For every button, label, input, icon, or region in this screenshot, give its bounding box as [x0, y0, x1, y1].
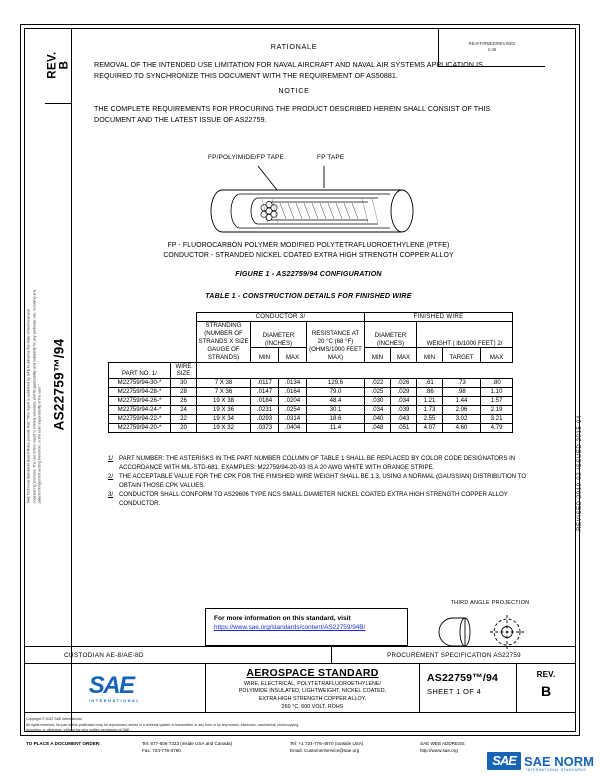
sheet-number: SHEET 1 OF 4	[427, 687, 482, 696]
contact-row-2	[26, 748, 546, 755]
side-issued-text: REVISED 2019-02 ISSUED 2015-04	[577, 415, 583, 531]
table-caption: TABLE 1 - CONSTRUCTION DETAILS FOR FINISHED WIRE	[205, 292, 412, 300]
table-header-wire-size: WIRE SIZE	[171, 362, 197, 379]
figure-legend-line-2: CONDUCTOR - STRANDED NICKEL COATED EXTRA HIGH STRENGTH COPPER ALLOY	[163, 252, 454, 259]
construction-details-table-wrap	[108, 312, 512, 433]
table-cell-fin-dia-max: .029	[391, 388, 417, 397]
table-cell-wire-size: 20	[171, 424, 197, 433]
issue-stamp-line-1: REAFFIRMED/REVISED	[468, 40, 516, 46]
footnote-text: PART NUMBER: THE ASTERISKS IN THE PART NUMBER COLUMN OF TABLE 1 SHALL BE REPLACED BY COLOR CODE DESIGNATORS IN ACCORDANCE WITH MIL-STD-681. EXAMPLES: M22759/94-20-93 IS A 20 AWG WHITE WITH ORANGE STRIPE.	[119, 455, 516, 471]
table-cell-cond-dia-min: .0147	[251, 388, 279, 397]
custodian-field: CUSTODIAN AE-8/AE-8D	[24, 647, 332, 663]
table-row	[109, 397, 513, 406]
standard-description-line-1: WIRE, ELECTRICAL, POLYTETRAFLUOROETHYLENE/	[243, 680, 382, 687]
table-header-wt-max: MAX	[481, 348, 513, 362]
revision-tab-line-2: B	[58, 61, 71, 70]
footnote	[108, 491, 528, 509]
standard-type-label: AEROSPACE STANDARD	[246, 667, 379, 679]
document-id-tab	[45, 104, 72, 664]
table-header-wt-min: MIN	[417, 348, 443, 362]
table-cell-wt-max: 2.19	[481, 406, 513, 415]
standard-description-line-4: 260 °C, 600 VOLT, ROHS	[281, 703, 344, 710]
table-group-conductor: CONDUCTOR 3/	[197, 313, 365, 322]
table-cell-wire-size: 26	[171, 397, 197, 406]
sae-web-address-value[interactable]: http://www.sae.org	[420, 747, 458, 753]
footnote	[108, 473, 528, 491]
table-cell-wt-min: 1.73	[417, 406, 443, 415]
table-body	[109, 379, 513, 433]
copyright-line-2: All rights reserved. No part of this publication may be reproduced, stored in a retrieval system or transmitted, in any form or by any means, electronic, mechanical, photocopying,	[26, 722, 300, 727]
table-cell-cond-dia-max: .0204	[279, 397, 307, 406]
table-cell-resistance: 30.1	[307, 406, 365, 415]
table-row	[109, 415, 513, 424]
table-header-stranding: STRANDING (NUMBER OF STRANDS X SIZE GAUGE OF STRANDS)	[198, 321, 249, 361]
rationale-heading-wrap	[94, 42, 497, 52]
document-number: AS22759™/94	[427, 672, 499, 684]
construction-details-table	[108, 312, 513, 433]
table-cell-wt-min: 2.55	[417, 415, 443, 424]
footnote-text: THE ACCEPTABLE VALUE FOR THE CPK FOR THE FINISHED WIRE WEIGHT SHALL BE 1.3, USING A NORMAL (GAUSSIAN) DISTRIBUTION TO OBTAIN THOSE CPK VALUES.	[119, 473, 527, 489]
table-cell-cond-dia-min: .0117	[251, 379, 279, 388]
table-cell-cond-dia-max: .0254	[279, 406, 307, 415]
table-cell-wt-target: 2.06	[443, 406, 481, 415]
table-header-resistance: RESISTANCE AT 20 °C (68 °F) (OHMS/1000 FEET MAX)	[307, 321, 365, 362]
table-cell-cond-dia-min: .0373	[251, 424, 279, 433]
table-cell-part-no: M22759/94-28-*	[109, 388, 171, 397]
side-legal-line-2: engineering sciences. The use of this report is entirely voluntary, and its applicability and suitability for any particular use, including any	[32, 289, 37, 504]
table-cell-fin-dia-max: .039	[391, 406, 417, 415]
copyright-line-1: Copyright © 2022 SAE International	[26, 717, 82, 721]
revision-tab-line-1: REV.	[46, 51, 59, 80]
table-cell-wt-max: 4.79	[481, 424, 513, 433]
table-cell-resistance: 11.4	[307, 424, 365, 433]
figure-caption: FIGURE 1 - AS22759/94 CONFIGURATION	[235, 270, 382, 278]
table-group-finished-wire: FINISHED WIRE	[365, 313, 513, 322]
table-cell-wire-size: 28	[171, 388, 197, 397]
content-area	[72, 28, 545, 732]
revision-tab	[45, 28, 72, 104]
table-cell-cond-dia-min: .0231	[251, 406, 279, 415]
watermark-text: SAE NORM	[523, 753, 594, 769]
table-cell-fin-dia-max: .051	[391, 424, 417, 433]
table-cell-wt-max: 1.57	[481, 397, 513, 406]
notice-body: THE COMPLETE REQUIREMENTS FOR PROCURING THE PRODUCT DESCRIBED HEREIN SHALL CONSIST OF THIS DOCUMENT AND THE LATEST ISSUE OF AS22759.	[94, 105, 491, 124]
revision-value: B	[540, 683, 552, 699]
table-cell-stranding: 19 X 32	[197, 424, 251, 433]
tel-usa: Tel: 877-606-7323 (inside USA and Canada)	[142, 741, 233, 746]
figure-legend-line-1: FP - FLUOROCARBON POLYMER MODIFIED POLYTETRAFLUOROETHYLENE (PTFE)	[167, 242, 450, 249]
figure-callout-right: FP TAPE	[317, 154, 345, 161]
rationale-body-wrap	[94, 60, 519, 82]
table-cell-wt-target: 1.44	[443, 397, 481, 406]
table-header-weight: WEIGHT ( lb/1000 FEET) 2/	[417, 321, 513, 348]
figure-callout-left: FP/POLYIMIDE/FP TAPE	[208, 154, 284, 161]
table-cell-wt-min: 1.21	[417, 397, 443, 406]
table-cell-wt-target: .98	[443, 388, 481, 397]
table-header-finished-diameter: DIAMETER (INCHES)	[365, 321, 417, 348]
third-angle-projection	[435, 600, 545, 652]
table-cell-fin-dia-min: .025	[365, 388, 391, 397]
table-row	[109, 424, 513, 433]
table-cell-resistance: 129.6	[307, 379, 365, 388]
table-cell-part-no: M22759/94-20-*	[109, 424, 171, 433]
footnote-number: 2/	[108, 473, 114, 481]
watermark-badge: SAE	[487, 752, 521, 770]
table-header-fin-dia-min: MIN	[365, 348, 391, 362]
table-cell-wire-size: 24	[171, 406, 197, 415]
revision-label: REV.	[536, 670, 556, 679]
table-cell-fin-dia-min: .048	[365, 424, 391, 433]
table-label-row	[109, 362, 513, 379]
table-cell-cond-dia-min: .0184	[251, 397, 279, 406]
table-cell-wt-max: 3.21	[481, 415, 513, 424]
sae-norm-watermark	[487, 752, 594, 770]
sae-web-address-label: SAE WEB ADDRESS:	[420, 741, 466, 746]
table-header-conductor-diameter: DIAMETER (INCHES)	[251, 321, 307, 348]
table-cell-fin-dia-max: .034	[391, 397, 417, 406]
table-cell-fin-dia-min: .034	[365, 406, 391, 415]
table-row	[109, 406, 513, 415]
side-legal-text	[27, 173, 44, 503]
side-legal-line-3: patent infringement arising therefrom, is the sole responsibility of the user."	[37, 384, 42, 504]
table-cell-stranding: 7 X 38	[197, 379, 251, 388]
copyright-block	[26, 717, 526, 734]
notice-body-wrap	[94, 104, 522, 126]
table-header-wt-target: TARGET	[443, 348, 481, 362]
table-cell-cond-dia-max: .0134	[279, 379, 307, 388]
third-angle-projection-label: THIRD ANGLE PROJECTION	[450, 600, 530, 606]
table-cell-wire-size: 30	[171, 379, 197, 388]
contact-block	[26, 741, 546, 755]
standard-description-line-2: POLYIMIDE INSULATED, LIGHTWEIGHT, NICKEL COATED,	[238, 688, 387, 695]
document-id-tab-label: AS22759™/94	[51, 338, 66, 430]
side-legal-line-1: SAE Technical Standards Board Rules provide that: "This report is published by SAE to advance the state of technical and	[26, 309, 31, 504]
table-cell-stranding: 19 X 36	[197, 406, 251, 415]
table-cell-stranding: 19 X 34	[197, 415, 251, 424]
table-header-cond-dia-max: MAX	[279, 348, 307, 362]
table-header-cond-dia-min: MIN	[251, 348, 279, 362]
issue-stamp-line-2: 2-46	[487, 47, 497, 52]
table-cell-fin-dia-min: .022	[365, 379, 391, 388]
copyright-line-3: recording, or otherwise, without the prior written permission of SAE.	[26, 728, 131, 733]
table-cell-resistance: 18.6	[307, 415, 365, 424]
order-label: TO PLACE A DOCUMENT ORDER:	[26, 741, 101, 746]
cable-cross-section-svg	[72, 128, 545, 256]
table-group-header-row	[109, 313, 513, 322]
cable-figure	[72, 128, 545, 256]
standard-url-link[interactable]: https://www.sae.org/standards/content/AS22759/94B/	[214, 624, 366, 631]
custodian-procurement-strip	[24, 646, 576, 664]
notice-heading-wrap	[94, 86, 494, 95]
notice-heading: NOTICE	[278, 86, 310, 95]
table-cell-part-no: M22759/94-30-*	[109, 379, 171, 388]
table-cell-part-no: M22759/94-26-*	[109, 397, 171, 406]
table-cell-cond-dia-max: .0314	[279, 415, 307, 424]
table-cell-cond-dia-max: .0164	[279, 388, 307, 397]
table-cell-resistance: 48.4	[307, 397, 365, 406]
table-cell-stranding: 7 X 36	[197, 388, 251, 397]
tel-international: Tel: +1 724-776-4970 (outside USA)	[290, 741, 364, 746]
table-header-fin-dia-max: MAX	[391, 348, 417, 362]
title-block	[24, 664, 576, 713]
table-cell-fin-dia-min: .030	[365, 397, 391, 406]
contact-row-1	[26, 741, 546, 748]
table-cell-wt-min: 4.07	[417, 424, 443, 433]
table-cell-wt-min: .61	[417, 379, 443, 388]
footnote	[108, 455, 528, 473]
procurement-spec-field: PROCUREMENT SPECIFICATION AS22759	[387, 651, 521, 659]
rationale-body: REMOVAL OF THE INTENDED USE LIMITATION FOR NAVAL AIRCRAFT AND NAVAL AIR SYSTEMS APPLICATION IS REQUIRED TO SYNCHRONIZE THIS DOCUMENT WITH THE REQUIREMENT OF AS50881.	[94, 61, 483, 80]
table-cell-part-no: M22759/94-24-*	[109, 406, 171, 415]
table-cell-wt-target: 3.02	[443, 415, 481, 424]
title-block-document	[420, 664, 517, 712]
table-cell-stranding: 19 X 38	[197, 397, 251, 406]
table-cell-wt-min: .86	[417, 388, 443, 397]
more-information-label: For more information on this standard, visit	[214, 615, 351, 622]
table-cell-cond-dia-min: .0293	[251, 415, 279, 424]
table-cell-wt-max: .80	[481, 379, 513, 388]
table-cell-wt-target: .73	[443, 379, 481, 388]
table-cell-wt-max: 1.10	[481, 388, 513, 397]
more-information-box	[205, 608, 408, 646]
customer-service-email[interactable]: Email: CustomerService@sae.org	[290, 747, 360, 753]
sae-logo	[24, 664, 206, 712]
table-header-part-no: PART NO. 1/	[109, 362, 171, 379]
table-cell-fin-dia-min: .040	[365, 415, 391, 424]
sae-logo-subtext: INTERNATIONAL	[88, 698, 141, 703]
table-cell-part-no: M22759/94-22-*	[109, 415, 171, 424]
footnote-number: 1/	[108, 455, 114, 462]
table-row	[109, 379, 513, 388]
table-cell-cond-dia-max: .0404	[279, 424, 307, 433]
table-cell-fin-dia-max: .043	[391, 415, 417, 424]
sae-logo-text: SAE	[88, 671, 134, 699]
rationale-heading: RATIONALE	[270, 42, 318, 51]
watermark-subtext: INTERNATIONAL STANDARDS	[526, 768, 586, 772]
table-cell-resistance: 79.0	[307, 388, 365, 397]
footnote-text: CONDUCTOR SHALL CONFORM TO AS29606 TYPE NCS SMALL DIAMETER NICKEL COATED EXTRA HIGH STRENGTH COPPER ALLOY CONDUCTOR.	[119, 491, 508, 508]
table-cell-wt-target: 4.60	[443, 424, 481, 433]
standard-description	[210, 681, 415, 712]
table-row	[109, 388, 513, 397]
table-footnotes	[108, 455, 528, 509]
footnote-number: 3/	[108, 491, 114, 499]
table-cell-fin-dia-max: .026	[391, 379, 417, 388]
fax-number: Fax: 724-776-0790	[142, 747, 181, 753]
title-block-revision	[517, 664, 575, 712]
title-block-title	[206, 664, 420, 712]
table-cell-wire-size: 22	[171, 415, 197, 424]
revision-tab-label	[46, 52, 70, 79]
standard-description-line-3: EXTRA HIGH STRENGTH COPPER ALLOY,	[258, 695, 367, 702]
